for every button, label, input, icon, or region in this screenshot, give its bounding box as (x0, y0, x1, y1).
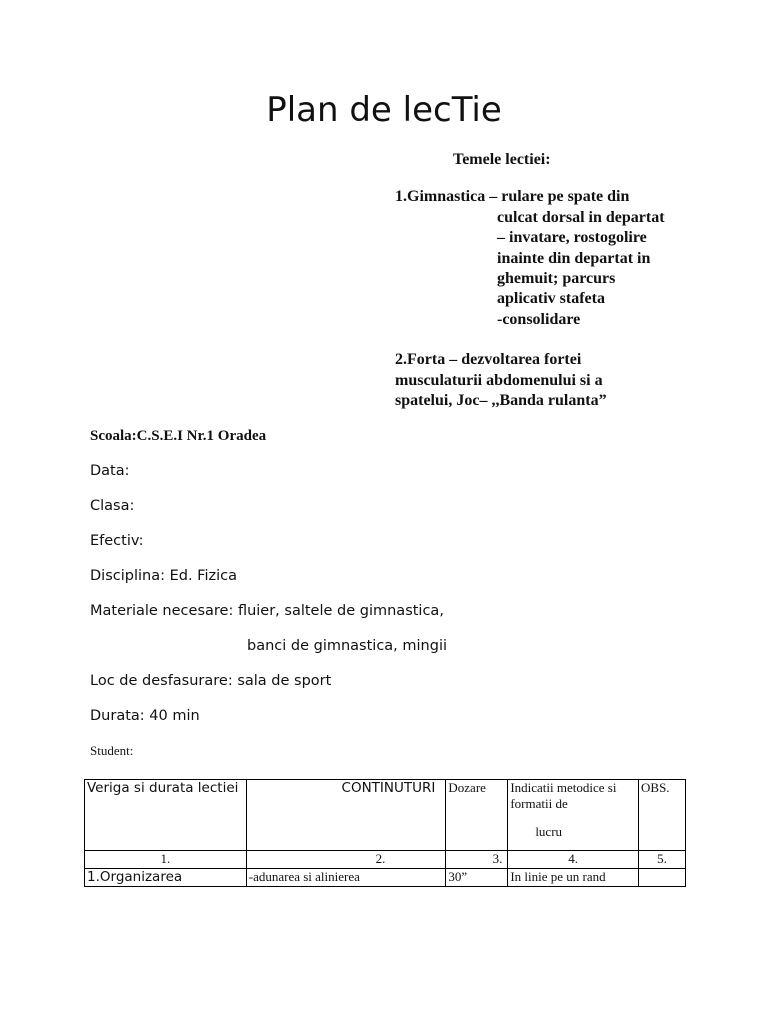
theme-line: aplicativ stafeta (497, 290, 605, 308)
student-line: Student: (90, 743, 134, 758)
materials-continued-line: banci de gimnastica, mingii (247, 638, 448, 654)
theme-line: 2.Forta – dezvoltarea fortei (395, 351, 582, 369)
class-line: Clasa: (90, 498, 135, 514)
table-row (85, 869, 686, 887)
column-number: 3. (446, 851, 508, 869)
theme-line: inainte din departat in (497, 249, 651, 267)
theme-line: culcat dorsal in departat (497, 208, 665, 226)
header-guidance-bottom: lucru (535, 824, 563, 839)
lesson-table (84, 779, 686, 887)
column-number: 5. (639, 851, 686, 869)
materials-line: Materiale necesare: fluier, saltele de gimnastica, (90, 603, 444, 619)
themes-heading: Temele lectiei: (453, 151, 551, 168)
cell-dose: 30” (446, 869, 508, 887)
table-number-row (85, 851, 686, 869)
duration-line: Durata: 40 min (90, 708, 200, 724)
lesson-info (90, 426, 710, 776)
lesson-themes (395, 150, 695, 431)
discipline-line: Disciplina: Ed. Fizica (90, 568, 237, 584)
cell-obs (639, 869, 686, 887)
location-line: Loc de desfasurare: sala de sport (90, 673, 332, 689)
header-guidance-top: Indicatii metodice si formatii de (510, 780, 617, 811)
headcount-line: Efectiv: (90, 533, 144, 549)
cell-guidance: In linie pe un rand (508, 869, 639, 887)
theme-line: – invatare, rostogolire (497, 229, 647, 247)
column-number: 4. (508, 851, 639, 869)
column-number: 1. (85, 851, 247, 869)
cell-content: -adunarea si alinierea (246, 869, 446, 887)
header-dose: Dozare (446, 780, 508, 851)
date-line: Data: (90, 463, 130, 479)
header-obs: OBS. (639, 780, 686, 851)
header-guidance (508, 780, 639, 851)
page-title: Plan de lecTie (266, 90, 502, 130)
header-stage: Veriga si durata lectiei (85, 780, 247, 851)
theme-line: spatelui, Joc– ,,Banda rulanta” (395, 392, 607, 410)
table-header-row (85, 780, 686, 851)
school-line: Scoala:C.S.E.I Nr.1 Oradea (90, 428, 267, 444)
column-number: 2. (246, 851, 446, 869)
theme-strength (395, 350, 695, 411)
theme-line: -consolidare (497, 310, 581, 328)
cell-stage: 1.Organizarea (85, 869, 247, 887)
header-content: CONTINUTURI (246, 780, 446, 851)
theme-gymnastics (395, 187, 695, 330)
theme-line: 1.Gimnastica – rulare pe spate din (395, 188, 630, 206)
theme-line: ghemuit; parcurs (497, 270, 616, 288)
theme-line: musculaturii abdomenului si a (395, 371, 603, 389)
